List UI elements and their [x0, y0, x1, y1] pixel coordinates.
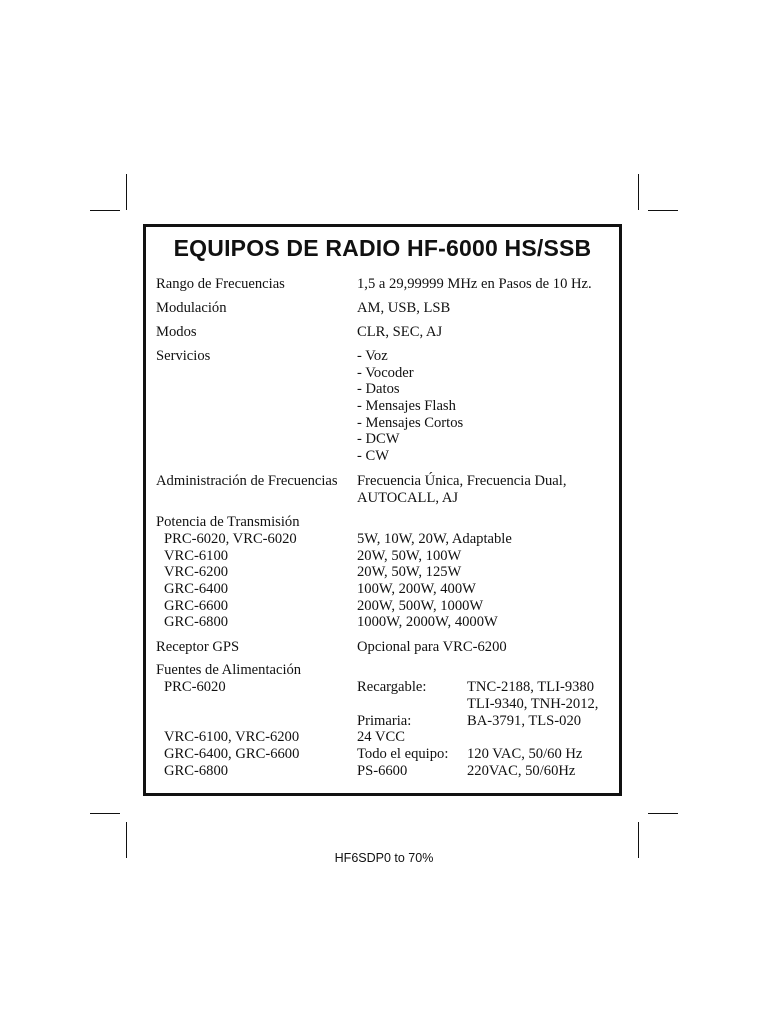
- spec-title: EQUIPOS DE RADIO HF-6000 HS/SSB: [173, 235, 592, 261]
- servicio-item: - CW: [357, 448, 390, 465]
- potencia-model: VRC-6200: [164, 564, 229, 580]
- fuentes-grc-label: Todo el equipo:: [357, 746, 449, 762]
- potencia-value: 5W, 10W, 20W, Adaptable: [357, 531, 512, 547]
- potencia-value: 20W, 50W, 125W: [357, 564, 462, 580]
- administracion-line: AUTOCALL, AJ: [357, 489, 459, 506]
- crop-mark-bottom-left-horizontal: [90, 813, 120, 814]
- fuentes-primaria-label: Primaria:: [357, 713, 412, 729]
- servicios-list: [357, 348, 463, 465]
- footer-note: HF6SDP0 to 70%: [334, 851, 434, 865]
- potencia-value: 1000W, 2000W, 4000W: [357, 614, 498, 630]
- rango-label: Rango de Frecuencias: [156, 276, 285, 292]
- fuentes-grc-value: 120 VAC, 50/60 Hz: [467, 746, 583, 762]
- servicio-item: - Mensajes Cortos: [357, 414, 464, 431]
- administracion-label: Administración de Frecuencias: [156, 473, 338, 489]
- potencia-model: GRC-6800: [164, 614, 229, 630]
- fuentes-grc6800-value: 220VAC, 50/60Hz: [467, 763, 576, 779]
- fuentes-grc-model: GRC-6400, GRC-6600: [164, 746, 300, 762]
- gps-value: Opcional para VRC-6200: [357, 639, 507, 655]
- potencia-value: 100W, 200W, 400W: [357, 581, 476, 597]
- fuentes-recargable-line: TLI-9340, TNH-2012,: [467, 695, 599, 712]
- fuentes-vrc-model: VRC-6100, VRC-6200: [164, 729, 300, 745]
- crop-mark-top-right-horizontal: [648, 210, 678, 211]
- servicio-item: - Vocoder: [357, 364, 414, 381]
- modos-label: Modos: [156, 324, 197, 340]
- gps-label: Receptor GPS: [156, 639, 240, 655]
- crop-mark-bottom-right-horizontal: [648, 813, 678, 814]
- fuentes-primaria-value: BA-3791, TLS-020: [467, 713, 582, 729]
- modos-value: CLR, SEC, AJ: [357, 324, 443, 340]
- potencia-model: PRC-6020, VRC-6020: [164, 531, 297, 547]
- administracion-value: [357, 473, 566, 506]
- crop-mark-top-right-vertical: [638, 174, 639, 210]
- fuentes-recargable-line: TNC-2188, TLI-9380: [467, 679, 595, 695]
- servicio-item: - Datos: [357, 381, 400, 398]
- potencia-model: GRC-6400: [164, 581, 229, 597]
- potencia-value: 200W, 500W, 1000W: [357, 598, 484, 614]
- potencia-label: Potencia de Transmisión: [156, 514, 300, 530]
- rango-value: 1,5 a 29,99999 MHz en Pasos de 10 Hz.: [357, 276, 592, 292]
- fuentes-recargable-label: Recargable:: [357, 679, 427, 695]
- crop-mark-top-left-horizontal: [90, 210, 120, 211]
- administracion-line: Frecuencia Única, Frecuencia Dual,: [357, 473, 567, 489]
- potencia-model: GRC-6600: [164, 598, 229, 614]
- fuentes-recargable-values: [467, 679, 598, 712]
- fuentes-label: Fuentes de Alimentación: [156, 662, 302, 678]
- servicio-item: - DCW: [357, 431, 400, 448]
- servicio-item: - Mensajes Flash: [357, 398, 456, 415]
- fuentes-grc6800-model: GRC-6800: [164, 763, 229, 779]
- modulacion-label: Modulación: [156, 300, 227, 316]
- servicios-label: Servicios: [156, 348, 211, 364]
- potencia-model: VRC-6100: [164, 548, 229, 564]
- fuentes-vrc-value: 24 VCC: [357, 729, 405, 745]
- spec-sheet-box: [143, 224, 622, 796]
- fuentes-prc-model: PRC-6020: [164, 679, 226, 695]
- servicio-item: - Voz: [357, 348, 388, 364]
- modulacion-value: AM, USB, LSB: [357, 300, 451, 316]
- crop-mark-top-left-vertical: [126, 174, 127, 210]
- potencia-value: 20W, 50W, 100W: [357, 548, 462, 564]
- fuentes-grc6800-label: PS-6600: [357, 763, 408, 779]
